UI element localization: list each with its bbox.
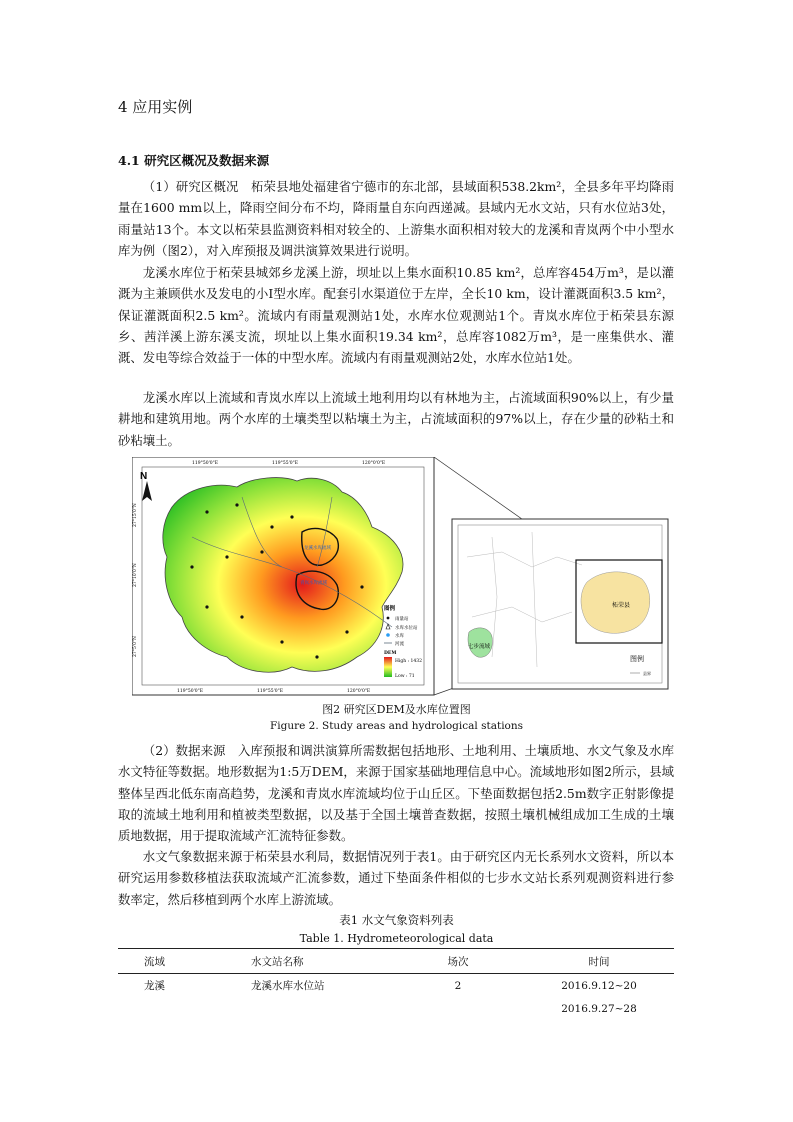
lat-left-label: 27°5'0"N [133,636,138,657]
dem-legend-label: DEM [384,651,397,656]
rain-station-dot [290,515,293,518]
lon-bottom-label: 120°0'0"E [347,689,371,694]
rain-station-dot [225,555,228,558]
figure-caption-cn: 图2 研究区DEM及水库位置图 [322,703,471,716]
lat-left-label: 27°10'0"N [133,563,138,587]
table-caption-en: Table 1. Hydrometeorological data [299,932,494,945]
rain-station-dot [280,640,283,643]
lon-bottom-label: 119°55'0"E [257,689,284,694]
table-row [118,997,674,1020]
subsection-title: 4.1 研究区概况及数据来源 [118,153,270,168]
table-cell [392,997,524,1020]
county-label: 柘荣县 [612,602,631,609]
north-label: N [140,471,148,482]
rain-station-legend-icon [387,617,390,620]
rain-station-dot [205,510,208,513]
paragraph: 龙溪水库以上流域和青岚水库以上流域土地利用均以有林地为主，占流域面积90%以上，有少量耕地和建筑用地。两个水库的土壤类型以粘壤土为主，占流域面积的97%以上，存在少量的砂粘土和砂粘壤土。 [118,390,674,448]
rain-station-dot [235,503,238,506]
legend-item: 水库水位站 [395,626,418,631]
rain-station-dot [260,550,263,553]
table-cell: 2016.9.27~28 [561,1002,637,1015]
legend-item: 水库 [395,634,404,639]
table-header-cell: 时间 [524,949,674,974]
reservoir-2-label: 青岚水库流域 [300,581,327,586]
table-cell: 龙溪 [144,980,165,992]
qibu-label: 七步流域 [468,644,491,650]
rain-station-dot [315,655,318,658]
rain-station-dot [345,630,348,633]
table-header-cell: 流域 [118,949,233,974]
table-cell [118,997,233,1020]
rain-station-dot [190,565,193,568]
table-header-cell: 水文站名称 [233,949,392,974]
lat-left-label: 27°15'0"N [133,503,138,527]
section-title: 4 应用实例 [118,98,193,116]
study-area-figure [132,457,670,697]
legend-item: 河流 [395,642,404,647]
reservoir-1-label: 龙溪水库流域 [304,546,331,551]
hydrometeorological-table [118,948,674,1020]
rain-station-dot [270,525,273,528]
table-caption-cn: 表1 水文气象资料列表 [339,913,454,927]
table-header-row [118,949,674,974]
table-cell: 2016.9.12~20 [561,979,637,992]
lon-top-label: 120°0'0"E [362,461,386,466]
lon-top-label: 119°50'0"E [192,461,219,466]
right-legend-item: 县界 [643,671,651,676]
lon-top-label: 119°55'0"E [272,461,299,466]
reservoir-legend-icon [386,633,390,637]
legend-item: 雨量站 [395,617,409,622]
dem-low-label: Low : 71 [395,674,415,679]
rain-station-dot [360,585,363,588]
table-cell [233,997,392,1020]
legend-title: 图例 [384,606,396,612]
table-row [118,974,674,998]
dem-legend-ramp [384,657,392,677]
right-legend-title: 图例 [630,655,644,663]
figure-map-svg [132,457,670,697]
table-header-cell: 场次 [392,949,524,974]
dem-high-label: High : 1432 [395,659,422,664]
lon-bottom-label: 119°50'0"E [177,689,204,694]
table-cell: 2 [454,979,462,992]
rain-station-dot [205,605,208,608]
rain-station-dot [240,615,243,618]
paragraph: （1）研究区概况 柘荣县地处福建省宁德市的东北部，县域面积538.2km²，全县多年平均降雨量在1600 mm以上，降雨空间分布不均，降雨量自东向西递减。县域内无水文站，只有水位站3处，雨量站13个。本文以柘荣县监测资料相对较全的、上游集水面积相对较大的龙溪和青岚两个中小型水库为例（图2），对入库预报及调洪演算效果进行说明。 [118,179,674,258]
figure-caption-en: Figure 2. Study areas and hydrological stations [269,720,524,732]
paragraph: 龙溪水库位于柘荣县城郊乡龙溪上游，坝址以上集水面积10.85 km²，总库容454万m³，是以灌溉为主兼顾供水及发电的小Ⅰ型水库。配套引水渠道位于左岸，全长10 km，设计灌溉面积3.5 km²，保证灌溉面积2.5 km²。流域内有雨量观测站1处，水库水位观测站1个。青岚水库位于柘荣县东源乡、茜洋溪上游东溪支流，坝址以上集水面积19.34 km²，总库容1082万m³，是一座集供水、灌溉、发电等综合效益于一体的中型水库。流域内有雨量观测站2处，水库水位站1处。 [118,265,674,366]
paragraph: 水文气象数据来源于柘荣县水利局，数据情况列于表1。由于研究区内无长系列水文资料，所以本研究运用参数移植法获取流域产汇流参数，通过下垫面条件相似的七步水文站长系列观测资料进行参数率定，然后移植到两个水库上游流域。 [118,849,674,907]
table-cell: 龙溪水库水位站 [251,980,325,992]
paragraph: （2）数据来源 入库预报和调洪演算所需数据包括地形、土地利用、土壤质地、水文气象及水库水文特征等数据。地形数据为1:5万DEM，来源于国家基础地理信息中心。流域地形如图2所示，县域整体呈西北低东南高趋势，龙溪和青岚水库流域均位于山丘区。下垫面数据包括2.5m数字正射影像提取的流域土地利用和植被类型数据，以及基于全国土壤普查数据，按照土壤机械组成加工生成的土壤质地数据，用于提取流域产汇流特征参数。 [118,743,674,844]
